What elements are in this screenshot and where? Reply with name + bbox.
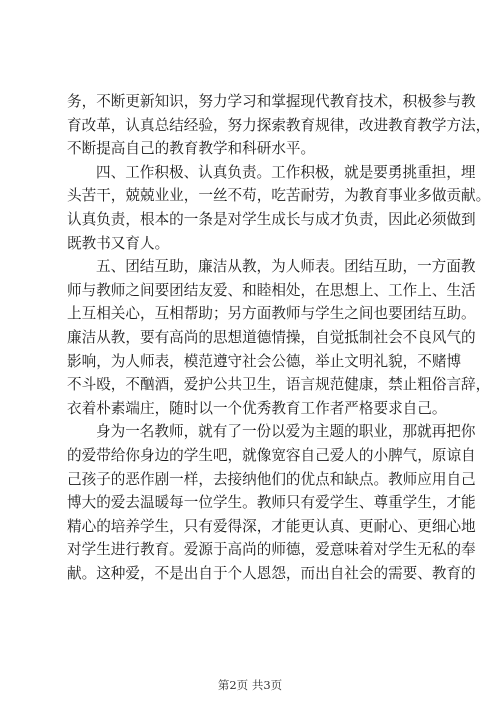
text-line-20: 对学生进行教育。爱源于高尚的师德，爱意味着对学生无私的奉 [67, 541, 476, 559]
page-number-footer: 第2页 共3页 [217, 678, 283, 692]
text-line-9: 师与教师之间要团结友爱、和睦相处，在思想上、工作上、生活 [67, 281, 476, 299]
text-line-4: 四、工作积极、认真负责。工作积极，就是要勇挑重担，埋 [96, 163, 476, 181]
text-line-18: 博大的爱去温暖每一位学生。教师只有爱学生、尊重学生，才能 [67, 494, 476, 512]
text-line-3: 不断提高自己的教育教学和科研水平。 [67, 140, 316, 158]
document-body [67, 90, 491, 585]
text-line-16: 的爱带给你身边的学生吧，就像宽容自己爱人的小脾气，原谅自 [67, 446, 476, 464]
text-line-19: 精心的培养学生，只有爱得深，才能更认真、更耐心、更细心地 [67, 517, 476, 535]
text-line-7: 既教书又育人。 [67, 234, 170, 252]
text-line-10: 上互相关心，互相帮助；另方面教师与学生之间也要团结互助。 [67, 305, 476, 323]
text-line-6: 认真负责，根本的一条是对学生成长与成才负责，因此必须做到 [67, 210, 476, 228]
text-line-12: 影响，为人师表，模范遵守社会公德，举止文明礼貌，不赌博 [67, 352, 462, 370]
text-line-17: 己孩子的恶作剧一样，去接纳他们的优点和缺点。教师应用自己 [67, 470, 476, 488]
text-line-5: 头苦干，兢兢业业，一丝不苟，吃苦耐劳，为教育事业多做贡献。 [67, 187, 491, 205]
text-line-8: 五、团结互助，廉洁从教，为人师表。团结互助，一方面教 [96, 258, 476, 276]
text-line-14: 衣着朴素端庄，随时以一个优秀教育工作者严格要求自己。 [67, 399, 447, 417]
text-line-15: 身为一名教师，就有了一份以爱为主题的职业，那就再把你 [96, 423, 476, 441]
text-line-11: 廉洁从教，要有高尚的思想道德情操，自觉抵制社会不良风气的 [67, 328, 476, 346]
text-line-1: 务，不断更新知识，努力学习和掌握现代教育技术，积极参与教 [67, 93, 476, 110]
text-line-21: 献。这种爱，不是出自于个人恩怨，而出自社会的需要、教育的 [67, 564, 476, 582]
text-line-2: 育改革，认真总结经验，努力探索教育规律，改进教育教学方法， [67, 116, 491, 134]
text-line-13: 不斗殴，不酗酒，爱护公共卫生，语言规范健康，禁止粗俗言辞， [67, 376, 491, 394]
